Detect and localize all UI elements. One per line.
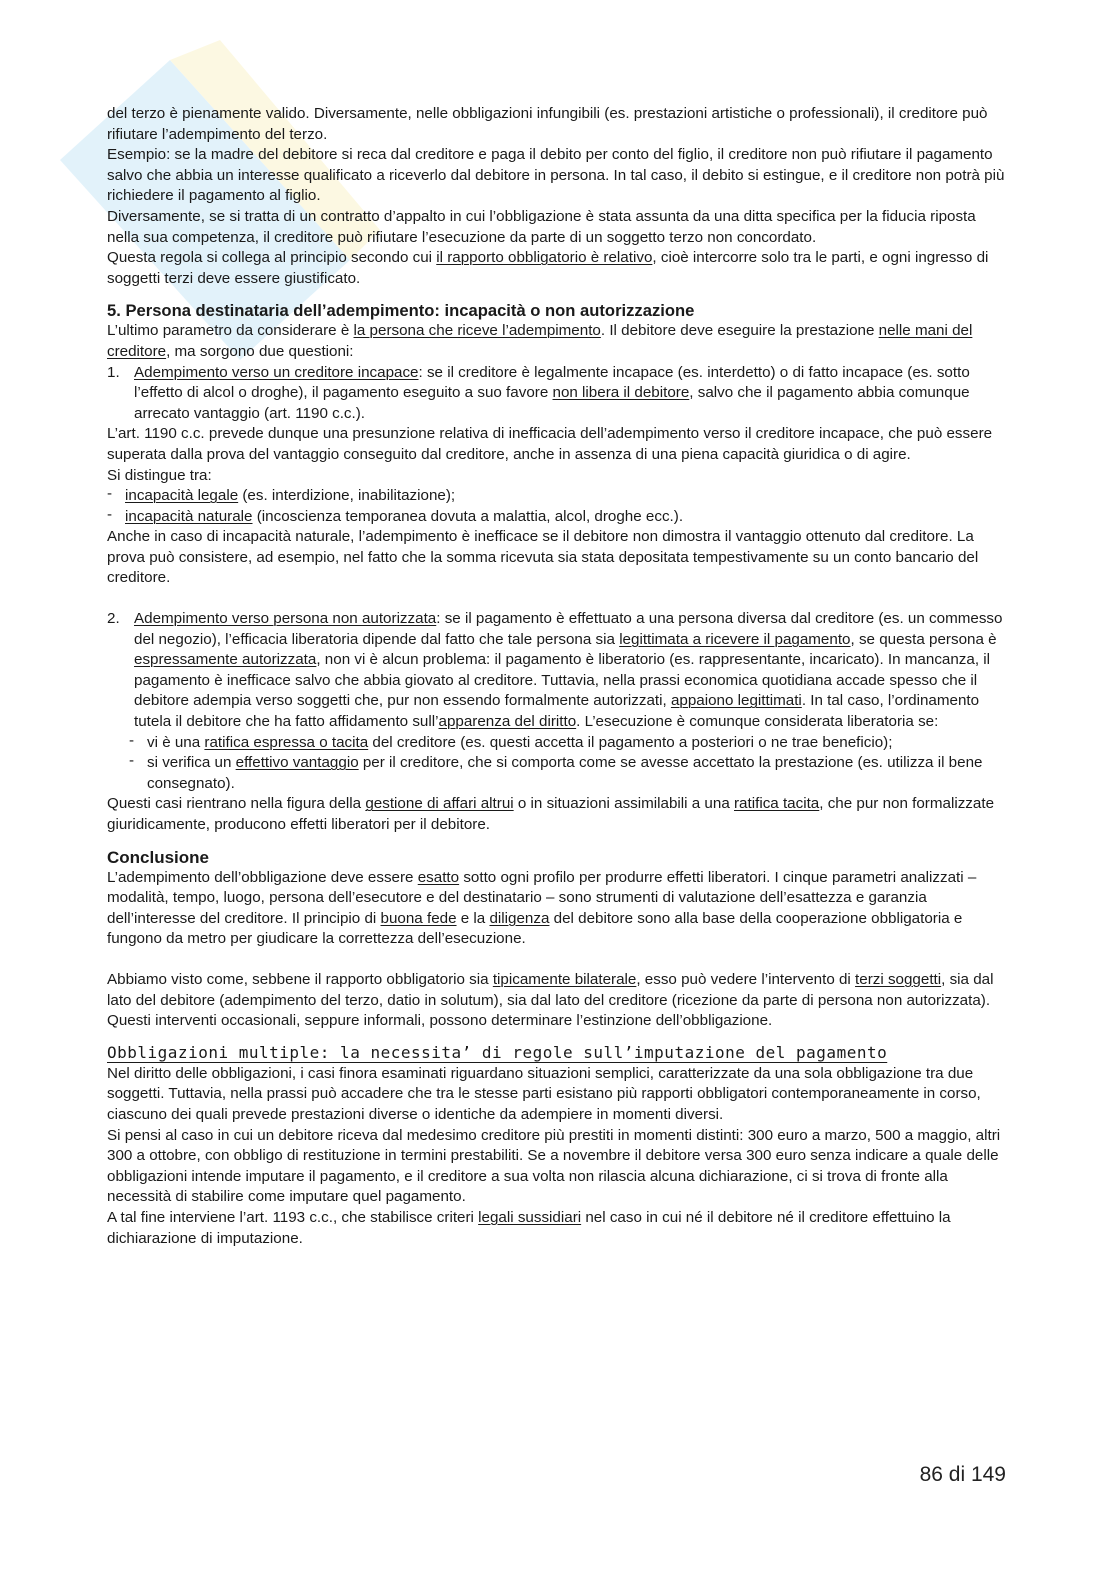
paragraph: Esempio: se la madre del debitore si reca dal creditore e paga il debito per conto del figlio, il creditore non può rifiutare il pagamento salvo che abbia un interesse qualificato a riceverlo dal debitore in persona. In tal caso, il debito si estingue, e il creditore non potrà più richiedere il pagamento al figlio. xyxy=(107,146,1005,205)
underlined-text: non libera il debitore xyxy=(552,384,690,402)
underlined-text: appaiono legittimati xyxy=(670,692,802,710)
dash-bullet-icon: - xyxy=(129,752,135,770)
underlined-text: gestione di affari altrui xyxy=(365,795,514,813)
paragraph xyxy=(107,321,1007,362)
section-heading: Conclusione xyxy=(107,847,210,867)
text: , salvo che il pagamento abbia comunque arrecato vantaggio (art. 1190 c.c.). xyxy=(134,384,970,422)
dash-bullet-icon: - xyxy=(107,485,113,503)
underlined-text: legali sussidiari xyxy=(478,1208,582,1226)
text: A tal fine interviene l’art. 1193 c.c., che stabilisce criteri xyxy=(107,1208,479,1226)
text: si verifica un xyxy=(147,754,236,772)
text: L’adempimento dell’obbligazione deve essere xyxy=(107,868,418,886)
text: , ma sorgono due questioni: xyxy=(166,342,354,360)
handwritten-heading: Obbligazioni multiple: la necessita’ di regole sull’imputazione del pagamento xyxy=(107,1042,888,1062)
text: per il creditore, che si comporta come se avesse accettato la prestazione (es. utilizza il bene consegnato). xyxy=(147,754,983,792)
text: (incoscienza temporanea dovuta a malattia, alcol, droghe ecc.). xyxy=(252,507,684,525)
text: , cioè intercorre solo tra le parti, e ogni ingresso di soggetti terzi deve essere giustificato. xyxy=(107,249,989,287)
text: e la xyxy=(456,909,490,927)
text: o in situazioni assimilabili a una xyxy=(513,795,734,813)
list-item xyxy=(107,609,1007,733)
text: . Il debitore deve eseguire la prestazione xyxy=(600,322,879,340)
section-heading: 5. Persona destinataria dell’adempimento: incapacità o non autorizzazione xyxy=(107,301,695,321)
text: sotto ogni profilo per produrre effetti liberatori. I cinque parametri analizzati – modalità, tempo, luogo, persona dell’esecutore e del destinatario – sono strumenti di valutazione dell’esattezza e garanzia dell’interesse del creditore. Il principio di xyxy=(107,868,977,927)
underlined-text: espressamente autorizzata xyxy=(134,651,317,669)
list-item xyxy=(107,486,1007,507)
list-item xyxy=(107,753,1007,794)
underlined-text: tipicamente bilaterale xyxy=(492,970,637,988)
underlined-text: Adempimento verso persona non autorizzata xyxy=(134,610,437,628)
underlined-text: nelle mani del creditore xyxy=(107,322,973,360)
underlined-text: apparenza del diritto xyxy=(438,713,577,731)
text: Abbiamo visto come, sebbene il rapporto obbligatorio sia xyxy=(107,970,493,988)
text: . L’esecuzione è comunque considerata liberatoria se: xyxy=(576,713,939,731)
text: : se il creditore è legalmente incapace (es. interdetto) o di fatto incapace (es. sotto l’effetto di alcol o droghe), il pagamento eseguito a suo favore xyxy=(134,363,970,402)
paragraph xyxy=(107,248,1007,289)
page-number: 86 di 149 xyxy=(919,1463,1006,1486)
text: (es. interdizione, inabilitazione); xyxy=(238,487,456,505)
underlined-text: ratifica tacita xyxy=(734,795,820,813)
underlined-text: buona fede xyxy=(380,909,457,927)
underlined-text: incapacità legale xyxy=(125,487,239,505)
text: del creditore (es. questi accetta il pagamento a posteriori o ne trae beneficio); xyxy=(368,733,893,751)
list-number: 2. xyxy=(107,610,120,628)
list-item xyxy=(107,363,1007,425)
underlined-text: diligenza xyxy=(489,909,550,927)
paragraph: Si distingue tra: xyxy=(107,466,212,484)
list-number: 1. xyxy=(107,363,120,381)
page-content xyxy=(107,104,1007,1249)
text: , esso può vedere l’intervento di xyxy=(636,970,856,988)
list-item xyxy=(107,733,1007,754)
paragraph xyxy=(107,794,1007,835)
text: vi è una xyxy=(147,733,205,751)
text: . In tal caso, l’ordinamento tutela il debitore che ha fatto affidamento sull’ xyxy=(134,692,980,731)
list-item xyxy=(107,507,1007,528)
paragraph xyxy=(107,1208,1007,1249)
underlined-text: ratifica espressa o tacita xyxy=(204,733,369,751)
dash-bullet-icon: - xyxy=(129,731,135,749)
text: nel caso in cui né il debitore né il creditore effettuino la dichiarazione di imputazione. xyxy=(107,1208,951,1247)
paragraph: del terzo è pienamente valido. Diversamente, nelle obbligazioni infungibili (es. prestazioni artistiche o professionali), il creditore può rifiutare l’adempimento del terzo. xyxy=(107,105,988,143)
underlined-text: Adempimento verso un creditore incapace xyxy=(134,363,419,381)
underlined-text: legittimata a ricevere il pagamento xyxy=(619,630,851,648)
text: , non vi è alcun problema: il pagamento è liberatorio (es. rappresentante, incaricato). In mancanza, il pagamento è inefficace salvo che abbia giovato al creditore. Tuttavia, nella prassi economica quotidiana accade spesso che il debitore adempia verso soggetti che, pur non essendo formalmente autorizzati, xyxy=(134,651,991,710)
paragraph: Questi interventi occasionali, seppure informali, possono determinare l’estinzione dell’obbligazione. xyxy=(107,1012,773,1030)
dash-bullet-icon: - xyxy=(107,505,113,523)
underlined-text: terzi soggetti xyxy=(855,970,942,988)
paragraph: Diversamente, se si tratta di un contratto d’appalto in cui l’obbligazione è stata assunta da una ditta specifica per la fiducia riposta nella sua competenza, il creditore può rifiutare l’esecuzione da parte di un soggetto terzo non concordato. xyxy=(107,207,976,246)
text: : se il pagamento è effettuato a una persona diversa dal creditore (es. un commesso del negozio), l’efficacia liberatoria dipende dal fatto che tale persona sia xyxy=(134,610,1003,648)
text: , che pur non formalizzate giuridicamente, producono effetti liberatori per il debitore. xyxy=(107,795,995,833)
underlined-text: il rapporto obbligatorio è relativo xyxy=(436,249,653,267)
underlined-text: esatto xyxy=(417,868,460,886)
text: del debitore sono alla base della cooperazione obbligatoria e fungono da metro per giudicare la correttezza dell’esecuzione. xyxy=(107,909,963,948)
text: , se questa persona è xyxy=(850,630,997,648)
paragraph xyxy=(107,970,1007,1011)
paragraph: Anche in caso di incapacità naturale, l’adempimento è inefficace se il debitore non dimostra il vantaggio ottenuto dal creditore. La prova può consistere, ad esempio, nel fatto che la somma ricevuta sia stata depositata tempestivamente su un conto bancario del creditore. xyxy=(107,528,979,587)
paragraph: Si pensi al caso in cui un debitore riceva dal medesimo creditore più prestiti in momenti distinti: 300 euro a marzo, 500 a maggio, altri 300 a ottobre, con obbligo di restituzione in termini prestabiliti. Se a novembre il debitore versa 300 euro senza indicare a quale delle obbligazioni intende imputare il pagamento, e il creditore a sua volta non rilascia alcuna dichiarazione, ci si trova di fronte alla necessità di stabilire come imputare quel pagamento. xyxy=(107,1126,1001,1206)
underlined-text: incapacità naturale xyxy=(125,507,253,525)
text: L’ultimo parametro da considerare è xyxy=(107,322,354,340)
paragraph: L’art. 1190 c.c. prevede dunque una presunzione relativa di inefficacia dell’adempimento verso il creditore incapace, che può essere superata dalla prova del vantaggio conseguito dal creditore, anche in assenza di una piena capacità giuridica o di agire. xyxy=(107,425,993,463)
text: Questi casi rientrano nella figura della xyxy=(107,795,366,813)
text: Questa regola si collega al principio secondo cui xyxy=(107,249,437,267)
text: , sia dal lato del debitore (adempimento del terzo, datio in solutum), sia dal lato del creditore (ricezione da parte di persona non autorizzata). xyxy=(107,970,994,1009)
underlined-text: la persona che riceve l’adempimento xyxy=(353,322,601,340)
underlined-text: effettivo vantaggio xyxy=(235,754,359,772)
paragraph xyxy=(107,868,1007,950)
paragraph: Nel diritto delle obbligazioni, i casi finora esaminati riguardano situazioni semplici, caratterizzate da una sola obbligazione tra due soggetti. Tuttavia, nella prassi può accadere che tra le stesse parti esistano più rapporti obbligatori contemporaneamente in corso, ciascuno dei quali prevede prestazioni diverse o identiche da adempiere in momenti diversi. xyxy=(107,1064,981,1123)
